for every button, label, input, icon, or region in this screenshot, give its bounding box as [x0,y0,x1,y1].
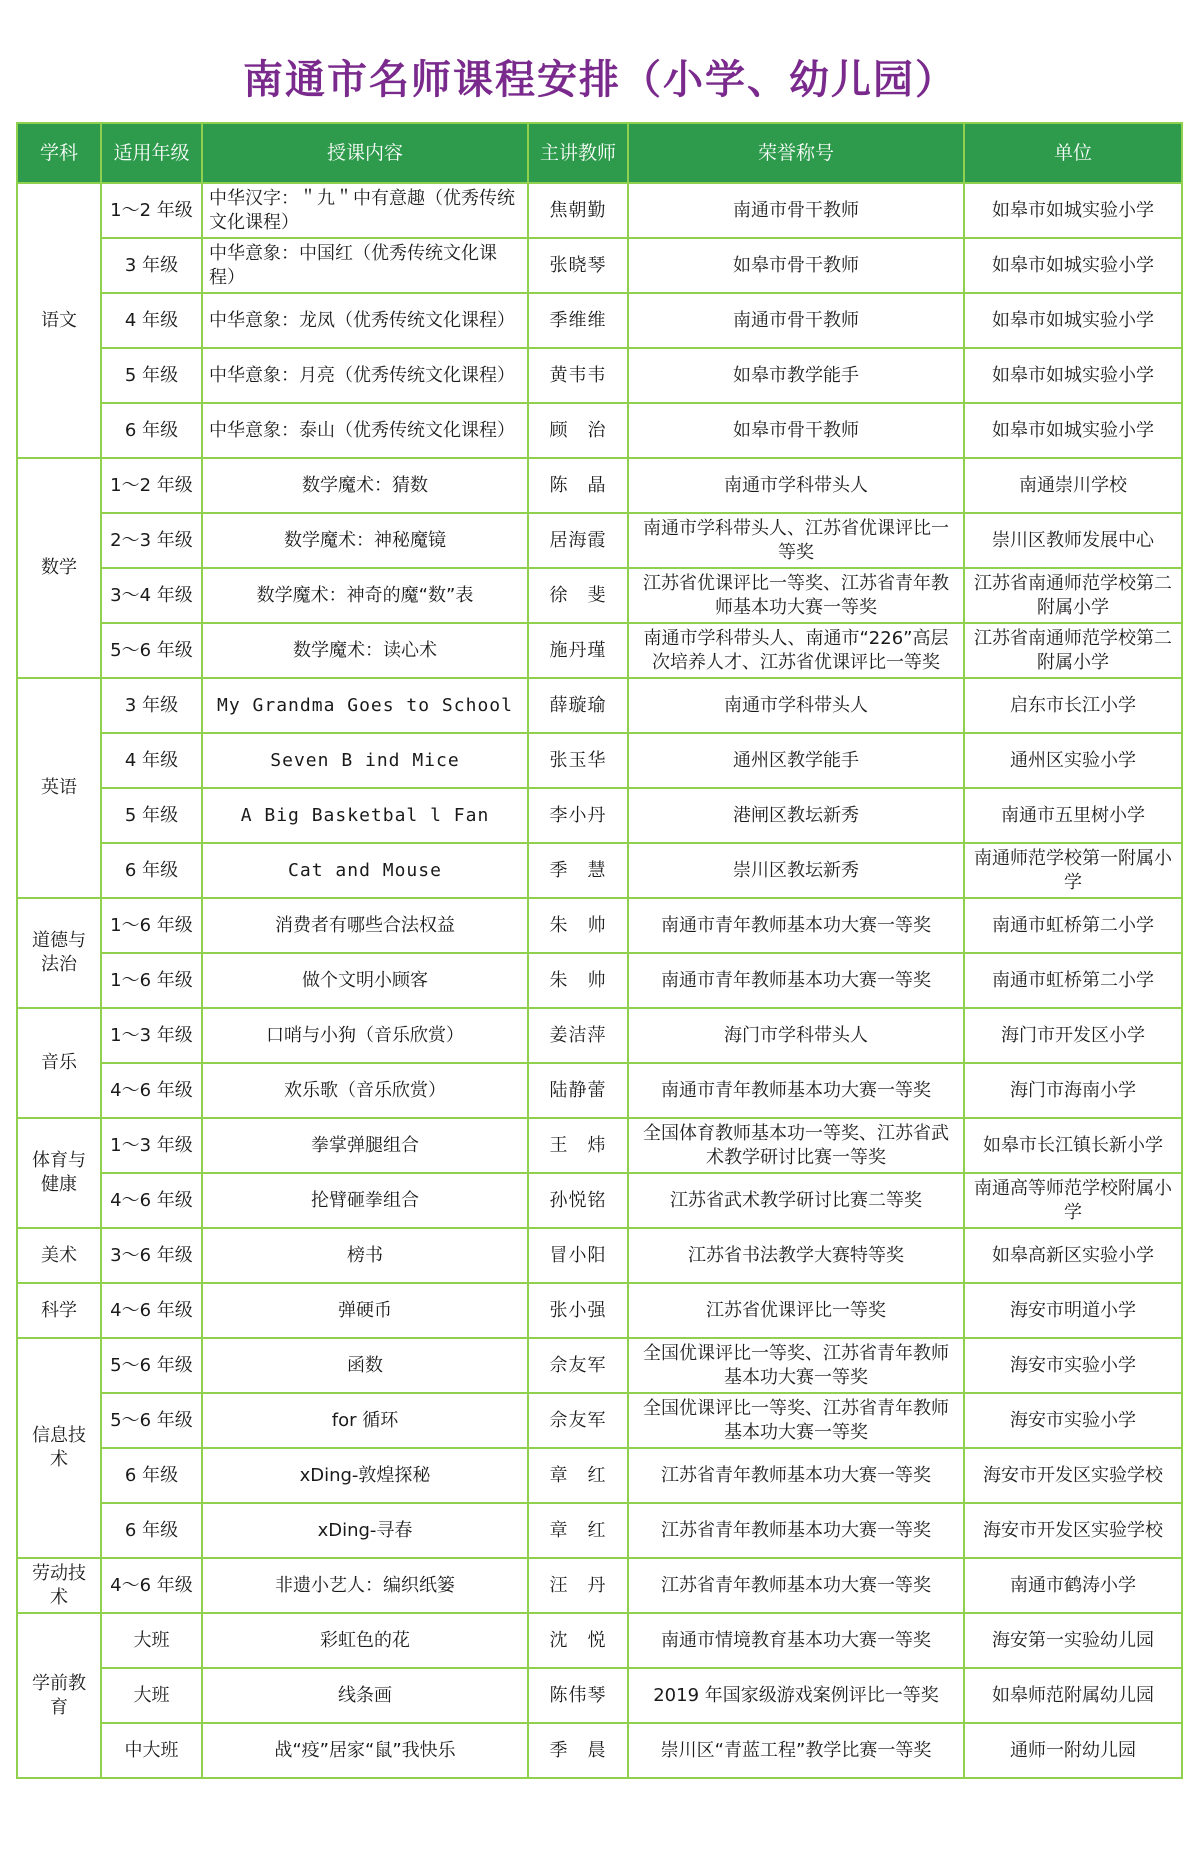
grade-cell: 6 年级 [101,403,202,458]
table-row [17,1393,1182,1448]
table-row [17,403,1182,458]
header-unit: 单位 [964,123,1182,183]
unit-cell: 启东市长江小学 [964,678,1182,733]
grade-cell: 1～6 年级 [101,953,202,1008]
grade-cell: 5 年级 [101,348,202,403]
teacher-cell: 佘友军 [528,1338,628,1393]
unit-cell: 海安市实验小学 [964,1338,1182,1393]
teacher-cell: 陈伟琴 [528,1668,628,1723]
unit-cell: 如皋市长江镇长新小学 [964,1118,1182,1173]
grade-cell: 5～6 年级 [101,1338,202,1393]
table-row [17,1613,1182,1668]
unit-cell: 海安市实验小学 [964,1393,1182,1448]
table-row [17,1173,1182,1228]
teacher-cell: 季维维 [528,293,628,348]
table-row [17,1503,1182,1558]
unit-cell: 海安市明道小学 [964,1283,1182,1338]
table-row [17,1668,1182,1723]
grade-cell: 6 年级 [101,843,202,898]
content-cell: My Grandma Goes to School [202,678,528,733]
unit-cell: 如皋市如城实验小学 [964,348,1182,403]
honor-cell: 江苏省青年教师基本功大赛一等奖 [628,1558,964,1613]
subject-cell: 语文 [17,183,101,458]
honor-cell: 江苏省青年教师基本功大赛一等奖 [628,1503,964,1558]
unit-cell: 南通市虹桥第二小学 [964,898,1182,953]
honor-cell: 全国优课评比一等奖、江苏省青年教师基本功大赛一等奖 [628,1338,964,1393]
teacher-cell: 沈 悦 [528,1613,628,1668]
honor-cell: 如皋市骨干教师 [628,403,964,458]
teacher-cell: 冒小阳 [528,1228,628,1283]
subject-cell: 劳动技术 [17,1558,101,1613]
content-cell: 中华意象：中国红（优秀传统文化课程） [202,238,528,293]
grade-cell: 4 年级 [101,733,202,788]
header-subject: 学科 [17,123,101,183]
grade-cell: 3 年级 [101,238,202,293]
table-row [17,1008,1182,1063]
table-row [17,1228,1182,1283]
honor-cell: 江苏省优课评比一等奖、江苏省青年教师基本功大赛一等奖 [628,568,964,623]
content-cell: 中华意象：龙凤（优秀传统文化课程） [202,293,528,348]
grade-cell: 大班 [101,1668,202,1723]
honor-cell: 通州区教学能手 [628,733,964,788]
unit-cell: 南通市鹤涛小学 [964,1558,1182,1613]
unit-cell: 通州区实验小学 [964,733,1182,788]
table-row [17,678,1182,733]
subject-cell: 音乐 [17,1008,101,1118]
content-cell: for 循环 [202,1393,528,1448]
content-cell: A Big Basketbal l Fan [202,788,528,843]
table-row [17,788,1182,843]
table-row [17,898,1182,953]
honor-cell: 南通市骨干教师 [628,183,964,238]
honor-cell: 江苏省青年教师基本功大赛一等奖 [628,1448,964,1503]
unit-cell: 海安第一实验幼儿园 [964,1613,1182,1668]
header-honor: 荣誉称号 [628,123,964,183]
content-cell: Cat and Mouse [202,843,528,898]
grade-cell: 中大班 [101,1723,202,1778]
honor-cell: 崇川区“青蓝工程”教学比赛一等奖 [628,1723,964,1778]
content-cell: 中华意象：月亮（优秀传统文化课程） [202,348,528,403]
content-cell: Seven B ind Mice [202,733,528,788]
grade-cell: 1～3 年级 [101,1008,202,1063]
grade-cell: 1～2 年级 [101,183,202,238]
unit-cell: 如皋市如城实验小学 [964,238,1182,293]
subject-cell: 美术 [17,1228,101,1283]
unit-cell: 如皋市如城实验小学 [964,293,1182,348]
unit-cell: 如皋市如城实验小学 [964,183,1182,238]
teacher-cell: 季 慧 [528,843,628,898]
teacher-cell: 徐 斐 [528,568,628,623]
content-cell: 中华意象：泰山（优秀传统文化课程） [202,403,528,458]
unit-cell: 江苏省南通师范学校第二附属小学 [964,623,1182,678]
unit-cell: 如皋市如城实验小学 [964,403,1182,458]
teacher-cell: 章 红 [528,1448,628,1503]
content-cell: 消费者有哪些合法权益 [202,898,528,953]
table-row [17,623,1182,678]
grade-cell: 4～6 年级 [101,1063,202,1118]
content-cell: 弹硬币 [202,1283,528,1338]
grade-cell: 2～3 年级 [101,513,202,568]
grade-cell: 1～2 年级 [101,458,202,513]
unit-cell: 海门市开发区小学 [964,1008,1182,1063]
teacher-cell: 张晓琴 [528,238,628,293]
content-cell: 口哨与小狗（音乐欣赏） [202,1008,528,1063]
course-schedule-table [16,122,1183,1779]
teacher-cell: 朱 帅 [528,898,628,953]
content-cell: 战“疫”居家“鼠”我快乐 [202,1723,528,1778]
content-cell: 数学魔术：神奇的魔“数”表 [202,568,528,623]
teacher-cell: 黄韦韦 [528,348,628,403]
content-cell: 函数 [202,1338,528,1393]
unit-cell: 海安市开发区实验学校 [964,1448,1182,1503]
table-row [17,568,1182,623]
content-cell: 中华汉字：＂九＂中有意趣（优秀传统文化课程） [202,183,528,238]
teacher-cell: 佘友军 [528,1393,628,1448]
content-cell: 拳掌弹腿组合 [202,1118,528,1173]
teacher-cell: 焦朝勤 [528,183,628,238]
teacher-cell: 姜洁萍 [528,1008,628,1063]
table-row [17,1118,1182,1173]
table-row [17,733,1182,788]
teacher-cell: 居海霞 [528,513,628,568]
teacher-cell: 章 红 [528,1503,628,1558]
honor-cell: 港闸区教坛新秀 [628,788,964,843]
unit-cell: 海安市开发区实验学校 [964,1503,1182,1558]
teacher-cell: 陈 晶 [528,458,628,513]
honor-cell: 南通市青年教师基本功大赛一等奖 [628,1063,964,1118]
grade-cell: 3～4 年级 [101,568,202,623]
table-header-row [17,123,1182,183]
content-cell: 数学魔术：神秘魔镜 [202,513,528,568]
subject-cell: 数学 [17,458,101,678]
table-row [17,1448,1182,1503]
honor-cell: 南通市青年教师基本功大赛一等奖 [628,953,964,1008]
grade-cell: 5～6 年级 [101,623,202,678]
table-row [17,293,1182,348]
honor-cell: 崇川区教坛新秀 [628,843,964,898]
grade-cell: 1～3 年级 [101,1118,202,1173]
honor-cell: 南通市学科带头人 [628,678,964,733]
unit-cell: 通师一附幼儿园 [964,1723,1182,1778]
grade-cell: 6 年级 [101,1503,202,1558]
teacher-cell: 顾 治 [528,403,628,458]
subject-cell: 科学 [17,1283,101,1338]
header-grade: 适用年级 [101,123,202,183]
teacher-cell: 孙悦铭 [528,1173,628,1228]
grade-cell: 5～6 年级 [101,1393,202,1448]
content-cell: 数学魔术：猜数 [202,458,528,513]
teacher-cell: 朱 帅 [528,953,628,1008]
unit-cell: 南通市五里树小学 [964,788,1182,843]
content-cell: xDing-敦煌探秘 [202,1448,528,1503]
header-content: 授课内容 [202,123,528,183]
table-row [17,513,1182,568]
table-row [17,843,1182,898]
table-row [17,458,1182,513]
honor-cell: 江苏省优课评比一等奖 [628,1283,964,1338]
honor-cell: 南通市情境教育基本功大赛一等奖 [628,1613,964,1668]
grade-cell: 4～6 年级 [101,1283,202,1338]
table-row [17,238,1182,293]
content-cell: 做个文明小顾客 [202,953,528,1008]
unit-cell: 如皋师范附属幼儿园 [964,1668,1182,1723]
grade-cell: 4～6 年级 [101,1558,202,1613]
teacher-cell: 施丹瑾 [528,623,628,678]
content-cell: 榜书 [202,1228,528,1283]
header-teacher: 主讲教师 [528,123,628,183]
content-cell: 线条画 [202,1668,528,1723]
teacher-cell: 张玉华 [528,733,628,788]
honor-cell: 南通市骨干教师 [628,293,964,348]
unit-cell: 海门市海南小学 [964,1063,1182,1118]
page-title: 南通市名师课程安排（小学、幼儿园） [243,56,957,103]
content-cell: xDing-寻春 [202,1503,528,1558]
unit-cell: 南通师范学校第一附属小学 [964,843,1182,898]
honor-cell: 2019 年国家级游戏案例评比一等奖 [628,1668,964,1723]
honor-cell: 南通市学科带头人 [628,458,964,513]
table-row [17,348,1182,403]
grade-cell: 1～6 年级 [101,898,202,953]
teacher-cell: 汪 丹 [528,1558,628,1613]
honor-cell: 南通市青年教师基本功大赛一等奖 [628,898,964,953]
table-row [17,1558,1182,1613]
content-cell: 彩虹色的花 [202,1613,528,1668]
table-row [17,1723,1182,1778]
honor-cell: 南通市学科带头人、江苏省优课评比一等奖 [628,513,964,568]
grade-cell: 4 年级 [101,293,202,348]
honor-cell: 江苏省武术教学研讨比赛二等奖 [628,1173,964,1228]
grade-cell: 大班 [101,1613,202,1668]
table-row [17,1338,1182,1393]
table-body [17,183,1182,1778]
table-row [17,1283,1182,1338]
grade-cell: 3 年级 [101,678,202,733]
table-row [17,1063,1182,1118]
subject-cell: 体育与健康 [17,1118,101,1228]
subject-cell: 信息技术 [17,1338,101,1558]
content-cell: 非遗小艺人：编织纸篓 [202,1558,528,1613]
subject-cell: 学前教育 [17,1613,101,1778]
honor-cell: 如皋市骨干教师 [628,238,964,293]
honor-cell: 南通市学科带头人、南通市“226”高层次培养人才、江苏省优课评比一等奖 [628,623,964,678]
honor-cell: 全国优课评比一等奖、江苏省青年教师基本功大赛一等奖 [628,1393,964,1448]
content-cell: 抡臂砸拳组合 [202,1173,528,1228]
teacher-cell: 陆静蕾 [528,1063,628,1118]
grade-cell: 5 年级 [101,788,202,843]
unit-cell: 南通崇川学校 [964,458,1182,513]
grade-cell: 3～6 年级 [101,1228,202,1283]
subject-cell: 英语 [17,678,101,898]
honor-cell: 海门市学科带头人 [628,1008,964,1063]
unit-cell: 江苏省南通师范学校第二附属小学 [964,568,1182,623]
honor-cell: 江苏省书法教学大赛特等奖 [628,1228,964,1283]
unit-cell: 如皋高新区实验小学 [964,1228,1182,1283]
table-row [17,953,1182,1008]
grade-cell: 4～6 年级 [101,1173,202,1228]
subject-cell: 道德与法治 [17,898,101,1008]
teacher-cell: 张小强 [528,1283,628,1338]
grade-cell: 6 年级 [101,1448,202,1503]
honor-cell: 全国体育教师基本功一等奖、江苏省武术教学研讨比赛一等奖 [628,1118,964,1173]
content-cell: 欢乐歌（音乐欣赏） [202,1063,528,1118]
unit-cell: 南通高等师范学校附属小学 [964,1173,1182,1228]
teacher-cell: 季 晨 [528,1723,628,1778]
unit-cell: 南通市虹桥第二小学 [964,953,1182,1008]
teacher-cell: 薛璇瑜 [528,678,628,733]
teacher-cell: 王 炜 [528,1118,628,1173]
unit-cell: 崇川区教师发展中心 [964,513,1182,568]
table-row [17,183,1182,238]
content-cell: 数学魔术：读心术 [202,623,528,678]
honor-cell: 如皋市教学能手 [628,348,964,403]
teacher-cell: 李小丹 [528,788,628,843]
